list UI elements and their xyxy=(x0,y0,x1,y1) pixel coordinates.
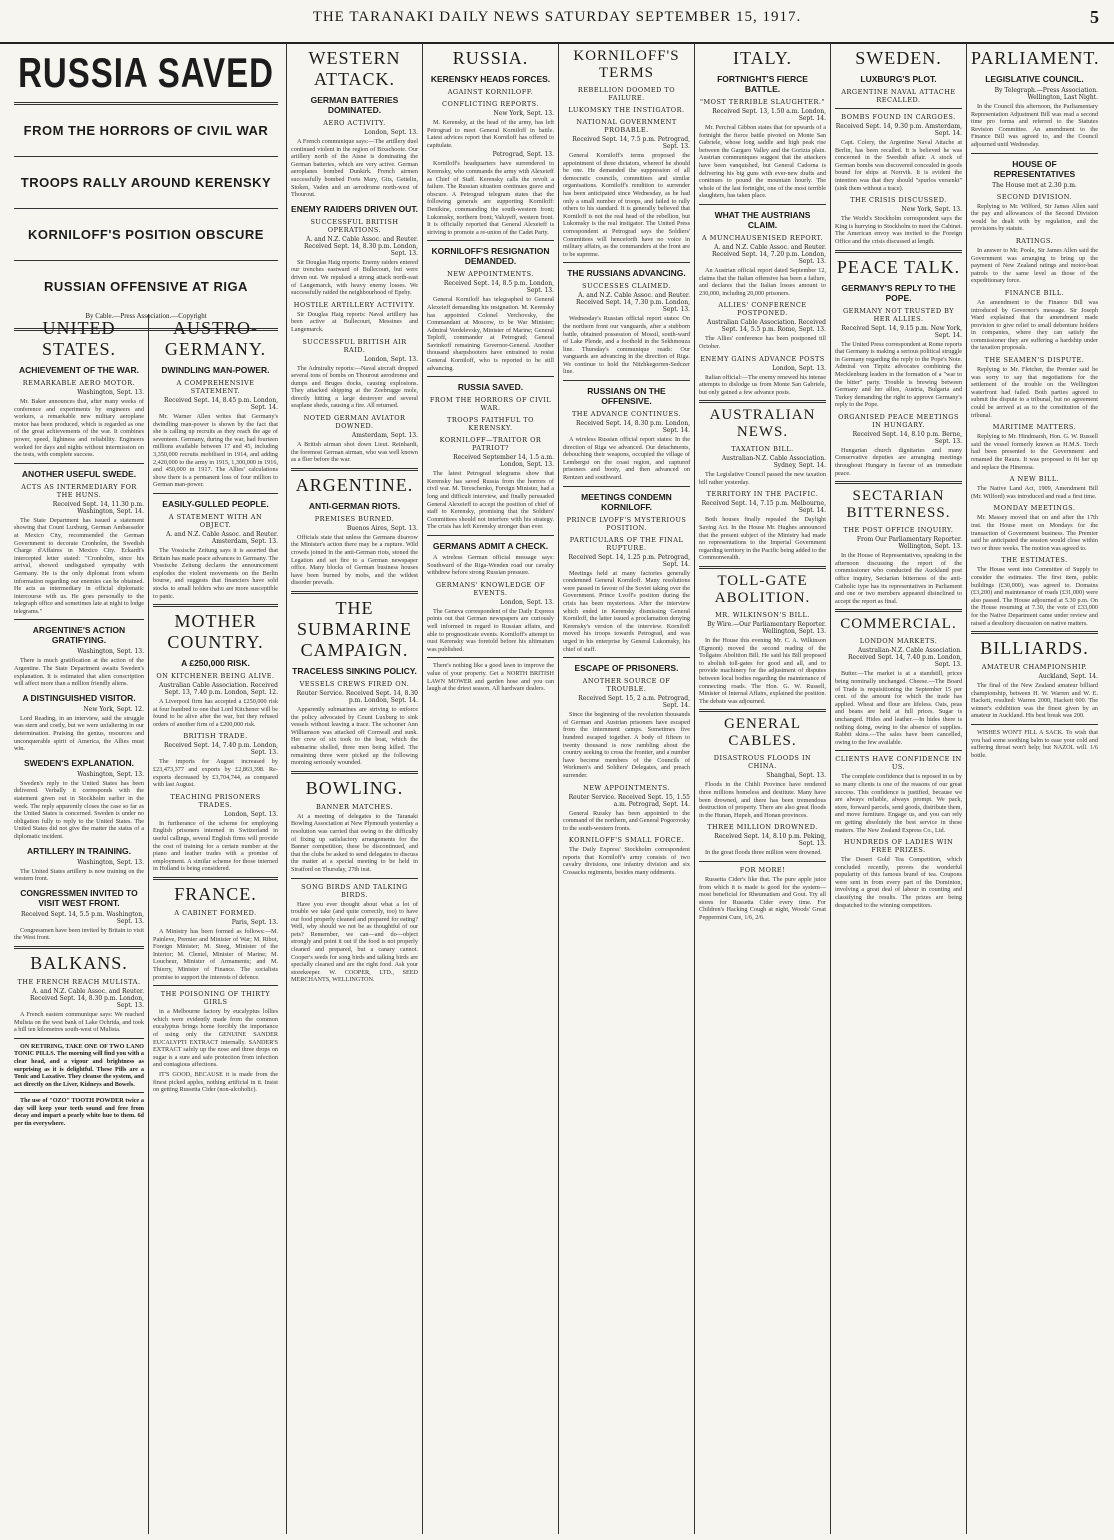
article-headline: RUSSIA SAVED. xyxy=(457,382,524,393)
divider xyxy=(14,619,144,620)
masthead-title: THE TARANAKI DAILY NEWS SATURDAY SEPTEMBER 15, 1917. xyxy=(312,9,802,25)
dateline: By Wire.—Our Parliamentary Reporter. Wellington, Sept. 13. xyxy=(707,621,826,636)
divider xyxy=(699,861,826,862)
subheading: AERO ACTIVITY. xyxy=(323,119,386,127)
section-heading: AUSTRALIAN NEWS. xyxy=(709,407,816,441)
section-heading: FRANCE. xyxy=(174,884,257,904)
advert-text: WISHES WON'T FILL A SACK. To wish that you had some soothing balm to ease your cold and suffering throat won't help; but NAZOL will. 1/6 bottle. xyxy=(971,729,1098,759)
subheading: HUNDREDS OF LADIES WIN FREE PRIZES. xyxy=(843,838,954,855)
subheading: PREMISES BURNED. xyxy=(314,514,395,523)
article-text: The United Press correspondent at Rome reports that Germany is making a serious political struggle in Germany regarding the reply to the Pope's Note. Admiral von Tirpitz advocates combining the Mecklenburg leaders in the formation of a "war to the bitter" party. Trouble is brewing between Germany and her allies, Austria, Bulgaria and Turkey demanding the right to approve Germany's reply to the Pope. xyxy=(835,340,962,409)
article-text: The Admiralty reports:—Naval aircraft dropped several tons of bombs on Thourout aerodrome and dumps and Bruges docks, causing explosions. They attacked shipping at the Zeebrugge mole, directly hitting a large destroyer and several seaplane sheds, causing a fire. All returned. xyxy=(291,364,418,410)
subheading: REMARKABLE AERO MOTOR. xyxy=(22,379,136,387)
article-text: In furtherance of the scheme for employing English prisoners interned in Switzerland in useful callings, several English firms will provide the cost of training for a certain number at the piano and leather trades with a promise of employment. A similar scheme for those interned in Holland is being considered. xyxy=(153,819,278,873)
dateline: New York, Sept. 12. xyxy=(83,705,144,713)
article-text: A Ministry has been formed as follows:—M. Painleve, Premier and Minister of War; M. Ribot, Foreign Minister; M. Steeg, Minister of the Interior; M. Clentel, Minister of Marine; M. Loucheur, Minister of Armaments; and M. Thierry, Minister of Finance. The socialists promise to support the interests of defence. xyxy=(153,928,278,981)
article-text: Butter.—The market is at a standstill, prices being nominally unchanged. Cheese.—The Board of Trade is requisitioning the September 15 per cent. of the amount for which the trade has applied. Wheat and flour are lifeless. Oats, peas and beans are held at full prices. Sugar is unchanged. Hides and leather.—In hides there is nothing doing, owing to the absence of supplies. Rabbit skins.—The sales have been cancelled, owing to the few available. xyxy=(835,670,962,746)
article-text: Both houses finally repealed the Daylight Saving Act. In the House Mr. Hughes announced that the present subject of the Ministry had made no representations to the Imperial Government regarding territory in the Pacific being added to the Commonwealth. xyxy=(699,516,826,562)
subheading: THE ADVANCE CONTINUES. xyxy=(571,410,682,419)
divider xyxy=(699,709,826,712)
article-text: in a Melbourne factory by eucalyptus lollies which were evidently made from the common eucalyptus brings home forcibly the importance of using only the GENUINE SANDER EUCALYPTI EXTRACT internally. SANDER'S EXTRACT safely up the nose and three drops on sugar is a sure and safe protection from infection and contagious affections. xyxy=(153,1008,278,1069)
subheading: A MUNCHAUSENISED REPORT. xyxy=(702,233,823,242)
divider xyxy=(835,108,962,109)
subheading: REBELLION DOOMED TO FAILURE. xyxy=(577,86,676,102)
section-heading: BOWLING. xyxy=(305,777,404,798)
korniloff-terms-column xyxy=(558,44,694,1534)
article-text: Sir Douglas Haig reports: Naval artillery has been active at Bullecourt, Messines and Langemarck. xyxy=(291,310,418,333)
subheading: MARITIME MATTERS. xyxy=(992,423,1077,432)
divider xyxy=(14,1092,144,1093)
subheading: ON KITCHENER BEING ALIVE. xyxy=(156,672,275,681)
section-heading: ITALY. xyxy=(733,48,792,68)
subheading: KORNILOFF'S SMALL FORCE. xyxy=(568,836,685,845)
article-text: Since the beginning of the revolution thousands of German and Austrian prisoners have escaped from the internment camps. Sometimes five hundred escaped together. A body of fifteen to twenty thousand is now rambling about the country seeking to cross the frontier, and a number have become members of the Councils of Workmen's and Soldiers' Delegates, and preach surrender. xyxy=(563,711,690,779)
columns xyxy=(14,44,1102,1534)
article-text: Lord Reading, in an interview, said the struggle was stern and costly, but we were unfaltering in our determination. Praising the genius, resources and unconquerable spirit of America, the Allies must win. xyxy=(14,714,144,753)
byline: By Cable.—Press Association.—Copyright xyxy=(85,312,207,320)
dateline: Received Sept. 14, 7.5 p.m. Petrograd, Sept. 13. xyxy=(572,136,690,150)
dateline: Received Sept. 14, 9.15 p.m. New York, Sept. 14. xyxy=(841,324,962,339)
subheading: TEACHING PRISONERS TRADES. xyxy=(170,792,261,809)
article-text: The imports for August increased by £23,473,377 and exports by £2,863,398. Re-exports decreased by £3,704,744, as compared with last August. xyxy=(153,758,278,789)
subheading: MR. WILKINSON'S BILL. xyxy=(715,611,810,620)
subheading: THE CRISIS DISCUSSED. xyxy=(850,196,947,205)
article-text: Meetings held at many factories generally condemned General Korniloff. Many resolutions were passed in favour of the Soviet taking over the Government. Prince Lvoff's position during the crisis has been mysterious. After the interview which ended in Kerensky dismissing General Korniloff, the latter issued a proclamation denying Kerensky's version of the interview. Korniloff moved his troops towards Petrograd, and was urged in his enterprise by General Lukomsky, his chief of staff. xyxy=(563,569,690,653)
dateline: Received September 14, 1.5 a.m. London, Sept. 13. xyxy=(453,454,554,469)
dateline: A. and N.Z. Cable Assoc. and Reuter. Received Sept. 14, 8.30 p.m. London, Sept. 13. xyxy=(30,987,144,1009)
subheading: THREE MILLION DROWNED. xyxy=(707,823,818,832)
article-headline: MEETINGS CONDEMN KORNILOFF. xyxy=(581,491,672,512)
divider xyxy=(971,631,1098,634)
subheading: ARGENTINE NAVAL ATTACHE RECALLED. xyxy=(841,88,956,104)
article-headline: ACHIEVEMENT OF THE WAR. xyxy=(19,365,139,375)
dateline: Received Sept. 14, 7.40 p.m. London, Sept. 13. xyxy=(164,742,278,757)
divider xyxy=(563,380,690,381)
dateline: The House met at 2.30 p.m. xyxy=(992,181,1077,189)
section-heading: PEACE TALK. xyxy=(836,256,961,277)
subheading: VESSELS CREWS FIRED ON. xyxy=(299,680,410,688)
dateline: A. and N.Z. Cable Assoc. and Reuter. Received Sept. 14, 8.30 p.m. London, Sept. 13. xyxy=(304,235,418,257)
divider xyxy=(835,481,962,484)
dateline: Petrograd, Sept. 13. xyxy=(492,151,554,159)
article-headline: KORNILOFF'S RESIGNATION DEMANDED. xyxy=(431,246,550,267)
dateline: Australian-N.Z. Cable Association. Received Sept. 14, 7.40 p.m. London, Sept. 13. xyxy=(848,647,962,669)
article-headline: HOUSE OF REPRESENTATIVES xyxy=(993,158,1076,179)
article-text: Have you ever thought about what a lot of trouble we take (and quite correctly, too) to have our food properly cleaned and prepared for eating? Well, why should we not be as thoughtful of our pets? Remember, we can—and do—object strongly and point it out if the food is not properly cleaned and prepared, but a canary cannot. Cooper's seeds for song birds and talking birds are specially cleaned and are the right food. Ask your storekeeper. W. COOPER, LTD., SEED MERCHANTS, WELLINGTON. xyxy=(291,900,418,984)
divider xyxy=(563,486,690,487)
subheading: FROM THE HORRORS OF CIVIL WAR. xyxy=(429,396,552,413)
dateline: Australian-N.Z. Cable Association. Sydney, Sept. 14. xyxy=(721,455,826,470)
article-headline: ENEMY RAIDERS DRIVEN OUT. xyxy=(291,203,418,214)
dateline: London, Sept. 13. xyxy=(500,598,554,606)
subheading: BANNER MATCHES. xyxy=(315,802,394,811)
divider xyxy=(153,493,278,494)
divider xyxy=(14,260,278,261)
article-text: The Vossische Zeitung says it is asserted that Britain has made peace advances to Germany. The Vossische Zeitung declares the announcement explodes the violent movements on the Berlin bourse, and suggests that financiers have sold stocks to small holders who are more susceptible to panic. xyxy=(153,546,278,600)
dateline: Auckland, Sept. 14. xyxy=(1038,673,1098,681)
article-text: Wednesday's Russian official report states: On the northern front our vanguards, after a stubborn battle, obtained possession of Mossil, south-ward of Lake Plende, and a foothold in the Sekhmouza line. Thursday's communique reads: Our vanguards are advancing in the direction of Riga. We continue to hold the Nitzhkegorren-Sedczer line. xyxy=(563,315,690,376)
divider xyxy=(153,604,278,607)
section-heading: GENERAL CABLES. xyxy=(724,716,801,750)
divider xyxy=(14,463,144,464)
subheading: MONDAY MEETINGS. xyxy=(993,504,1076,513)
article-text: A British airman shot down Lieut. Reinhardt, the foremost German airman, who was well known as a flier before the war. xyxy=(291,441,418,464)
western-attack-column xyxy=(286,44,422,1534)
subheading: GERMANS' KNOWLEDGE OF EVENTS. xyxy=(435,580,546,597)
article-headline: ARGENTINE'S ACTION GRATIFYING. xyxy=(32,625,126,646)
dateline: New York, Sept. 13. xyxy=(493,110,554,117)
advert-text: Russetta Cider's like that. The pure apple juice from which it is made is good for the system—most beneficial for Rheumatism and Gout. Try all stores for Russetta Cider every time. For Children's Hacking Cough at night, Woods' Great Peppermint Cure, 1/6, 2/6. xyxy=(699,875,826,921)
subheading: NOTED GERMAN AVIATOR DOWNED. xyxy=(303,414,406,431)
article-headline: ANTI-GERMAN RIOTS. xyxy=(308,500,401,511)
article-headline: FORTNIGHT'S FIERCE BATTLE. xyxy=(717,74,808,94)
subheading: DISASTROUS FLOODS IN CHINA. xyxy=(713,754,812,771)
article-text: A French communique says:—The artillery duel continued violent in the region of Bixschoote. Our artillery north of the Aisne is dominating the German batteries, which are very active. German aeroplanes bombed Dunkirk. French airmen successfully bombed Forts Mary, Gits, Geitelin, Stoken, Vaden and an aerodrome north-west of Thourout. xyxy=(291,138,418,199)
article-text: A Liverpool firm has accepted a £250,000 risk at four hundred to one that Lord Kitchener will be found to be alive after the war, but they refused orders of another firm of a £200,000 risk. xyxy=(153,698,278,728)
subheading: TAXATION BILL. xyxy=(731,445,794,454)
divider xyxy=(835,750,962,751)
subheading: THE POISONING OF THIRTY GIRLS xyxy=(160,990,271,1007)
article-headline: TRACELESS SINKING POLICY. xyxy=(292,666,417,676)
subheading: HOSTILE ARTILLERY ACTIVITY. xyxy=(293,300,416,309)
article-headline: RUSSIANS ON THE OFFENSIVE. xyxy=(587,386,666,407)
section-heading: BILLIARDS. xyxy=(980,638,1089,659)
advert-text: The use of "OZO" TOOTH POWDER twice a day will keep your teeth sound and free from decay and impart a pearly white hue to them. 6d per tin everywhere. xyxy=(14,1097,144,1128)
section-heading: MOTHER COUNTRY. xyxy=(167,611,264,653)
subheading: FOR MORE! xyxy=(739,865,786,874)
divider xyxy=(14,102,278,105)
subheading: SUCCESSES CLAIMED. xyxy=(582,282,671,291)
article-headline: LUXBURG'S PLOT. xyxy=(860,74,937,84)
front-deck: RUSSIAN OFFENSIVE AT RIGA xyxy=(44,279,248,294)
dateline: London, Sept. 13. xyxy=(364,129,418,136)
article-text: M. Kerensky, at the head of the army, has left Petrograd to meet General Korniloff in battle. Latest advices report that Korniloff has offered to capitulate. xyxy=(427,119,554,149)
subheading: AMATEUR CHAMPIONSHIP. xyxy=(981,663,1088,672)
dateline: Paris, Sept. 13. xyxy=(231,919,278,926)
section-heading: SWEDEN. xyxy=(855,48,942,68)
dateline: Shanghai, Sept. 13. xyxy=(766,772,826,780)
article-text: General Korniloff has telegraphed to General Alexeieff demanding his resignation. M. Kerensky has appointed Colonel Verchovsky, the Commandant at Moscow, to be War Minister; Admiral Verdelevsky, Minister of Marine; General Teploff, commander at Petrograd; General Savinkoff remaining Governor-General. Another thousand sharpshooters have entrained to resist General Korniloff, who is reported to be still advancing. xyxy=(427,296,554,372)
divider xyxy=(291,878,418,879)
divider xyxy=(563,262,690,263)
article-text: In the great floods three million were drowned. xyxy=(705,849,822,857)
article-text: Mr. Percival Gibbon states that for upwards of a fortnight the fierce battle pivoted on Monte San Gabriele, whose long saddle and high peak rise between the Gargaro Valley and the Gorizia plain. Austrian communiques suggest that the attackers have been vanquished, but General Cadorna is delivering his big guns with ever-new drafts and continues to pound the mountain hourly. The whole of the last fortnight, one of the most terrible slaughters, has taken place. xyxy=(699,124,826,200)
article-text: General Russky has been appointed to the command of the northern, and General Pogorovsky to the south-western fronts. xyxy=(563,809,690,832)
article-text: Mr. Baker announces that, after many weeks of conference and experiments by engineers and workers, a remarkable new military aeroplane motor has been produced, which is regarded as one of the great achievements of the war. It combines power, speed, lightness and reliability. Engineers worked for days and nights without intermission on the tests, with complete success. xyxy=(14,398,144,459)
article-text: In the Council this afternoon, the Parliamentary Representation Adjustment Bill was read a second time pro forma and referred to the Statutes Revision Committee. An amendment to the Finance Bill was agreed to, and the Council adjourned until Wednesday. xyxy=(971,103,1098,148)
article-headline: KERENSKY HEADS FORCES. xyxy=(430,74,551,84)
divider xyxy=(427,240,554,241)
subheading: ANOTHER SOURCE OF TROUBLE. xyxy=(582,677,671,694)
subheading: SONG BIRDS AND TALKING BIRDS. xyxy=(301,882,408,899)
article-text: A wireless German official message says: Southward of the Riga-Wenden road our cavalry withdrew before strong Russian pressure. xyxy=(427,554,554,577)
article-text: Apparently submarines are striving to enforce the policy advocated by Count Luxburg to sink vessels without leaving a trace. The schooner Ann Williamson was attacked off Cornwall and sunk. Her crew of six took to the boat, which the submarine shelled, three men being killed. The remaining three were picked up the following morning seriously wounded. xyxy=(291,706,418,767)
article-text: Mr. Massey moved that on and after the 17th inst. the House meet on Mondays for the transaction of Government business. The Premier said he anticipated the session would close within two or three weeks. The motion was agreed to. xyxy=(971,514,1098,552)
divider xyxy=(563,657,690,658)
section-heading: COMMERCIAL. xyxy=(840,616,957,633)
article-text: Italian official:—The enemy renewed his intense attempts to dislodge us from Monte San Gabriele, but only gained a few advance posts. xyxy=(699,373,827,396)
dateline: Received Sept. 14, 8.45 p.m. London, Sept. 14. xyxy=(164,397,278,411)
sweden-column xyxy=(830,44,966,1534)
subheading: TROOPS FAITHFUL TO KERENSKY. xyxy=(446,416,535,433)
article-headline: LEGISLATIVE COUNCIL. xyxy=(985,74,1084,84)
divider xyxy=(971,153,1098,154)
dateline: Reuter Service. Received Sept. 15, 1.55 a.m. Petrograd, Sept. 14. xyxy=(568,793,690,808)
austro-germany-column xyxy=(148,314,278,1534)
dateline: From Our Parliamentary Reporter. Wellington, Sept. 13. xyxy=(856,536,962,551)
subheading: ORGANISED PEACE MEETINGS IN HUNGARY. xyxy=(838,412,959,429)
divider xyxy=(291,468,418,471)
subheading: ENEMY GAINS ADVANCE POSTS xyxy=(700,354,825,363)
divider xyxy=(14,208,278,209)
section-heading: ARGENTINE. xyxy=(295,474,414,495)
advert-text: There's nothing like a good lawn to improve the value of your property. Get a NORTH BRITISH LAWN MOWER and garden hose and you can laugh at the driest season. All hardware dealers. xyxy=(427,662,554,693)
article-text: Sweden's reply to the United States has been delivered. Verbally it corresponds with the statement given out in Stockholm earlier in the week. The reply apparently closes the case so far as the United States is concerned. Sweden is under no obligation fully to reply to the United States. The United States did not give the matter the status of a diplomatic incident. xyxy=(14,779,144,840)
article-headline: THE RUSSIANS ADVANCING. xyxy=(567,268,686,279)
section-heading: THE SUBMARINE CAMPAIGN. xyxy=(296,598,412,660)
section-heading: PARLIAMENT. xyxy=(971,48,1100,68)
article-text: Floods in the Chihli Province have rendered three millions homeless and destitute. Many have been drowned, and there has been tremendous destruction of property. There are also great floods in the Hunan, Hupeh, and Honan provinces. xyxy=(699,781,826,819)
subheading: LUKOMSKY THE INSTIGATOR. xyxy=(568,106,685,114)
dateline: Received Sept. 14, 8.5 p.m. London, Sept. 13. xyxy=(443,280,554,295)
subheading: PRINCE LVOFF'S MYSTERIOUS POSITION. xyxy=(566,515,687,532)
front-column xyxy=(14,44,282,1534)
article-headline: DWINDLING MAN-POWER. xyxy=(161,365,270,375)
section-heading: TOLL-GATE ABOLITION. xyxy=(714,573,811,607)
dateline: Buenos Aires, Sept. 13. xyxy=(346,524,418,532)
article-text: IT'S GOOD, BECAUSE it is made from the finest picked apples, nothing artificial in it. Insist on getting Russetta Cider (non-alcoholic). xyxy=(153,1070,278,1094)
subheading: GERMANY NOT TRUSTED BY HER ALLIES. xyxy=(842,306,955,323)
section-heading: UNITED STATES. xyxy=(41,318,117,359)
subheading: FINANCE BILL. xyxy=(1004,288,1065,297)
dateline: Australian Cable Association. Received Sept. 14, 5.5 p.m. Rome, Sept. 13. xyxy=(707,319,826,334)
dateline: London, Sept. 13. xyxy=(772,364,826,372)
dateline: London, Sept. 13. xyxy=(364,355,418,363)
article-headline: ESCAPE OF PRISONERS. xyxy=(574,663,679,674)
subheading: NEW APPOINTMENTS. xyxy=(583,783,670,792)
article-text: The latest Petrograd telegrams show that Kerensky has saved Russia from the horrors of civil war. M. Tereschenko, Foreign Minister, had a long and difficult interview, and finally persuaded General Alexeieff to accept the position of chief of staff to Kerensky, promising that the Soldiers' Committees should not interfere with his strategy. The crisis has left Kerensky stronger than ever. xyxy=(427,470,554,531)
article-text: The Allies' conference has been postponed till October. xyxy=(699,335,826,350)
dateline: Washington, Sept. 13. xyxy=(77,389,144,396)
italy-column xyxy=(694,44,830,1534)
article-headline: ARTILLERY IN TRAINING. xyxy=(27,845,131,856)
article-text: The Geneva correspondent of the Daily Express points out that German newspapers are curiously well informed in regard to Russian affairs, and able to prognosticate events. Korniloff's attempt to oust Kerensky was foretold before his ultimatum was published. xyxy=(427,607,554,653)
subheading: SUCCESSFUL BRITISH OPERATIONS. xyxy=(310,217,399,234)
dateline: Received Sept. 14, 11.30 p.m. Washington, Sept. 14. xyxy=(52,500,144,515)
article-text: Capt. Colery, the Argentine Naval Attache at Berlin, has been recalled. It is believed he was concerned in the Swedish affair. A stock of German bombs was discovered concealed in goods bound for ships at Norrvik. It is evident the intention was that they should "spurlos versenkt" (sink them without a trace). xyxy=(835,139,962,192)
article-headline: GERMAN BATTERIES DOMINATED. xyxy=(310,95,399,115)
subheading: LONDON MARKETS. xyxy=(859,637,938,646)
article-text: A wireless Russian official report states: In the direction of Riga we advanced. Our detachments, debouching their weapons, occupied the village of Lembergsi on the coast region, and captured prisoners and booty, and then advanced on Rentzen and southward. xyxy=(563,436,690,482)
subheading: NATIONAL GOVERNMENT PROBABLE. xyxy=(576,118,677,134)
section-heading: AUSTRO-GERMANY. xyxy=(164,318,267,359)
divider xyxy=(291,771,418,774)
subheading: RATINGS. xyxy=(1015,236,1054,245)
article-text: The Native Land Act, 1909, Amendment Bill (Mr. Wilford) was introduced and read a first time. xyxy=(971,485,1098,500)
article-headline: SWEDEN'S EXPLANATION. xyxy=(23,757,134,768)
section-heading: KORNILOFF'S TERMS xyxy=(573,48,680,81)
page-number: 5 xyxy=(1090,7,1100,27)
dateline: Washington, Sept. 13. xyxy=(77,858,144,866)
article-text: At a meeting of delegates to the Taranaki Bowling Association at New Plymouth yesterday a resolution was carried that owing to the difficulty of fixing up satisfactory arrangements for the Banner competition, these be discontinued, and that the clubs be asked to send delegates to discuss the matter at a special meeting to be held in Stratford on Thursday, 27th inst. xyxy=(291,812,418,873)
parliament-column xyxy=(966,44,1102,1534)
dateline: London, Sept. 13. xyxy=(224,810,278,818)
advertisement xyxy=(14,1043,144,1128)
section-heading: SECTARIAN BITTERNESS. xyxy=(846,488,951,522)
subheading: BRITISH TRADE. xyxy=(183,732,248,741)
subheading: KORNILOFF—TRAITOR OR PATRIOT? xyxy=(439,436,542,453)
divider xyxy=(699,204,826,205)
divider xyxy=(427,657,554,658)
divider xyxy=(971,724,1098,725)
subheading: CONFLICTING REPORTS. xyxy=(442,100,539,108)
article-text: Sir Douglas Haig reports: Enemy raiders entered our trenches eastward of Bullecourt, but were driven out. We repulsed a strong attack north-east of Langemarck, with heavy enemy losses. We successfully raided the neighbourhood of Epehy. xyxy=(291,258,418,297)
dateline: Received Sept. 14, 8.30 p.m. London, Sept. 14. xyxy=(576,420,690,435)
article-text: The Daily Express' Stockholm correspondent reports that Korniloff's army consists of two cavalry divisions, one infantry division and six Cossacks regiments, besides many oddments. xyxy=(563,846,690,877)
article-text: In the House of Representatives, speaking in the afternoon discussing the report of the commissioner who conducted the Auckland post office inquiry, Sectarian bitterness of the anti-Catholic type has its representatives in Parliament and one or two members appeared disinclined to accept the report as final. xyxy=(835,552,962,605)
section-heading: BALKANS. xyxy=(30,952,128,973)
divider xyxy=(427,535,554,536)
dateline: Received Sept. 14, 7.15 p.m. Melbourne, Sept. 14. xyxy=(701,500,826,515)
article-text: A French eastern communique says: We reached Mulista on the west bank of Lake Ochrida, and took a hill ten kilometres south-west of Mulista. xyxy=(14,1010,144,1034)
article-headline: GERMANY'S REPLY TO THE POPE. xyxy=(841,282,956,303)
article-text: The House went into Committee of Supply to consider the estimates. The first item, public buildings (£30,000), was agreed to. Domains (£3,200) and maintenance of roads (£31,000) were also passed. The House adjourned at 5.30 p.m. On the House resuming at 7.30, the vote of £33,000 for the Native Department came under review and raised a desultory discussion on native matters. xyxy=(971,566,1098,627)
divider xyxy=(291,591,418,594)
dateline: New York, Sept. 13. xyxy=(901,206,962,214)
dateline: Received Sept. 13, 1.50 a.m. London, Sept. 14. xyxy=(712,108,826,122)
subheading: ALLIES' CONFERENCE POSTPONED. xyxy=(718,301,807,318)
article-text: The State Department has issued a statement showing that Count Luxburg, German Ambassador at Mexico City, recommended the German Government to decorate Cronholm, the Swedish Charge d'Affaires in Mexico City. Eckardt's intercepted letter stated: "Cronholm, since his arrival, showed undisguised sympathy with Germany. He is the only diplomat from whom information regarding our enemies can be obtained. He acts as intermediary in official diplomatic intercourse with us. He goes personally to the telegraph office and sometimes late at night to lodge telegrams." xyxy=(14,516,144,615)
section-heading: WESTERN ATTACK. xyxy=(308,48,401,89)
divider xyxy=(14,946,144,949)
dateline: Received Sept. 14, 1.25 p.m. Petrograd, Sept. 14. xyxy=(568,553,690,568)
article-text: Replying to Mr. Wilford, Sir James Allen said the pay and allowances of the Second Division would be dealt with by regulation, and the provisions by statute. xyxy=(971,202,1098,233)
russia-column xyxy=(422,44,558,1534)
article-text: General Korniloff's terms proposed the appointment of three dictators, whereof he should be one. He demanded the suppression of all democratic councils, committees and similar organisations. Korniloff's rendition to surrender has been anticipated since Wednesday, as he had only a small number of troops, and failed to rally others to his standard. It is generally believed that Korniloff is not the real head of the rebellion, but Lukomsky is the real instigator. The United Press correspondent at Petrograd says the Soldiers' Committees will henceforth have no voice in military affairs, as the commanders at the front are to be supreme. xyxy=(563,152,690,258)
front-deck: KORNILOFF'S POSITION OBSCURE xyxy=(28,227,264,242)
subheading: A CABINET FORMED. xyxy=(174,909,257,917)
divider xyxy=(427,376,554,377)
subheading: BOMBS FOUND IN CARGOES. xyxy=(841,113,956,121)
dateline: Australian Cable Association. Received Sept. 13, 7.40 p.m. London, Sept. 12. xyxy=(159,682,278,697)
article-text: Replying to Mr. Fletcher, the Premier said he was sorry to say that negotiations for the settlement of the trouble on the Wellington waterfront had failed. Both parties agreed to submit the dispute to a tribunal, but no agreement could be arrived at as to the constitution of the tribunal. xyxy=(971,366,1098,419)
front-deck: TROOPS RALLY AROUND KERENSKY xyxy=(20,175,272,190)
divider xyxy=(153,877,278,880)
article-headline: A DISTINGUISHED VISITOR. xyxy=(22,692,136,703)
divider xyxy=(14,1038,144,1039)
divider xyxy=(835,609,962,612)
advert-text: ON RETIRING, TAKE ONE OF TWO LANO TONIC PILLS. The morning will find you with a clear head, and a vigour and brightness as surprising as it is delightful. These Pills are a Tonic and Laxative. They cleanse the system, and act directly on the Liver, Kidneys and Bowels. xyxy=(14,1042,144,1088)
dateline: Received Sept. 15, 2 a.m. Petrograd, Sept. 14. xyxy=(578,695,690,710)
article-text: Officials state that unless the Germans disavow the Minister's action there may be a rupture. Wild crowds joined in the anti-German riots, stoned the Legation and set fire to a German newspaper office. Many blocks of German business houses have been burned by mobs, and the wildest disorder prevails. xyxy=(291,533,418,587)
article-text: Hungarian church dignitaries and many Conservative deputies are arranging meetings throughout Hungary in favour of an immediate peace. xyxy=(835,446,962,477)
dateline: A. and N.Z. Cable Assoc. and Reuter. Received Sept. 14, 7.20 p.m. London, Sept. 13. xyxy=(712,243,826,265)
subheading: AGAINST KORNILOFF. xyxy=(447,88,534,96)
article-text: Mr. Warner Allen writes that Germany's dwindling man-power is shown by the fact that she is calling up recruits as they reach the age of seventeen. Germany, during the war, had fourteen millions available between 17 and 45, including 3,350,000 recruits mobilised in 1914, and adding 2,420,000 to the army in 1915, 1,300,000 in 1916, and 450,000 in 1917. The Allies' calculations show there is a permanent loss of four million to German man-power. xyxy=(153,413,278,489)
divider xyxy=(699,400,826,403)
dateline: Received Sept. 14, 8.10 p.m. Peking, Sept. 13. xyxy=(714,833,826,848)
article-text: An amendment to the Finance Bill was introduced by Governor's message. Sir Joseph Ward explained that the amendment made provision to give relief to small debenture holders in companies, where they can satisfy the commissioner they are suffering a hardship under the taxation proposals. xyxy=(971,298,1098,352)
divider xyxy=(153,985,278,986)
article-text: There is much gratification at the action of the Argentine. The State Department awaits Sweden's explanation. It is estimated that alien conscription will affect more than a million friendly aliens. xyxy=(14,657,144,688)
subheading: THE FRENCH REACH MULISTA. xyxy=(17,977,141,986)
article-text: Replying to Mr. Hindmarsh, Hon. G. W. Russell said the vessel formerly known as H.M.S. Torch had been presented to the Government and renamed the Raura. It was proposed to fit her up and replace the Hinemoa. xyxy=(971,433,1098,471)
article-headline: GERMANS ADMIT A CHECK. xyxy=(432,541,549,551)
divider xyxy=(14,156,278,157)
dateline: Received Sept. 14, 8.10 p.m. Berne, Sept. 13. xyxy=(852,430,962,445)
front-headline: RUSSIA SAVED xyxy=(18,49,274,96)
advert-text: The Desert Gold Tea Competition, which concluded recently, proves the wonderful popularity of this famous brand of tea. Coupons were sent in from every part of the Dominion, involving a great deal of labour in counting and classifying the results. The prizes are being despatched to the winning competitors. xyxy=(835,856,962,909)
article-headline: EASILY-GULLED PEOPLE. xyxy=(162,498,269,509)
front-deck: FROM THE HORRORS OF CIVIL WAR xyxy=(23,123,269,138)
section-heading: RUSSIA. xyxy=(452,48,529,68)
subheading: THE POST OFFICE INQUIRY. xyxy=(843,526,954,535)
subheading: ACTS AS INTERMEDIARY FOR THE HUNS. xyxy=(21,482,137,499)
subheading: A STATEMENT WITH AN OBJECT. xyxy=(168,512,263,529)
divider xyxy=(835,250,962,253)
article-headline: CONGRESSMEN INVITED TO VISIT WEST FRONT. xyxy=(20,887,138,908)
dateline: Amsterdam, Sept. 13. xyxy=(351,432,418,440)
subheading: THE ESTIMATES. xyxy=(1001,556,1068,565)
subheading: A COMPREHENSIVE STATEMENT. xyxy=(176,379,255,395)
subheading: THE SEAMEN'S DISPUTE. xyxy=(984,356,1085,365)
article-text: In the House this evening Mr. C. A. Wilkinson (Egmont) moved the second reading of the Tollgates Abolition Bill. He said his Bill proposed to abolish toll-gates for good and all, and to provide machinery for the adjustment of disputes between local bodies regarding the maintenance of connecting roads. The Hon. G. W. Russell, Minister of Internal Affairs, explained the position. The debate was adjourned. xyxy=(699,637,826,705)
subheading: A NEW BILL. xyxy=(1009,475,1060,484)
article-text: The final of the New Zealand amateur billiard championship, between H. W. Warren and W. E. Hackett, resulted: Warren 2000, Hackett 600. The winner's exhibition was the finest given by an amateur in Auckland. His best break was 200. xyxy=(971,682,1098,720)
dateline: Received Sept. 14, 5.5 p.m. Washington, Sept. 13. xyxy=(20,910,144,925)
article-text: In answer to Mr. Poole, Sir James Allen said the Government was arranging to bring up the payment of New Zealand ratings and motor-boat patrols to the same level as those of the expeditionary force. xyxy=(971,246,1098,285)
subheading: "MOST TERRIBLE SLAUGHTER." xyxy=(699,98,825,106)
subheading: PARTICULARS OF THE FINAL RUPTURE. xyxy=(569,535,684,552)
dateline: By Telegraph.—Press Association. Wellington, Last Night. xyxy=(994,87,1098,101)
dateline: A. and N.Z. Cable Assoc. and Reuter. Received Sept. 14, 7.30 p.m. London, Sept. 13. xyxy=(576,292,690,314)
divider xyxy=(699,566,826,569)
article-text: Congressmen have been invited by Britain to visit the West front. xyxy=(14,926,144,942)
article-text: An Austrian official report dated September 12, claims that the Italian offensive has been a failure, and declares that the Italian losses amount to 230,000, including 20,000 prisoners. xyxy=(699,266,826,297)
dateline: Reuter Service. Received Sept. 14, 8.30 p.m. London, Sept. 14. xyxy=(296,690,418,704)
masthead xyxy=(0,0,1114,44)
united-states-column xyxy=(14,314,144,1534)
dateline: Washington, Sept. 13. xyxy=(77,770,144,778)
subheading: SECOND DIVISION. xyxy=(996,192,1073,201)
dateline: Received Sept. 14, 9.30 p.m. Amsterdam, Sept. 14. xyxy=(835,123,962,137)
article-text: The Legislative Council passed the new taxation bill rather yesterday. xyxy=(699,471,826,486)
dateline: A. and N.Z. Cable Assoc. and Reuter. Amsterdam, Sept. 13. xyxy=(166,530,278,545)
article-headline: WHAT THE AUSTRIANS CLAIM. xyxy=(714,209,811,230)
subheading: NEW APPOINTMENTS. xyxy=(447,270,534,279)
article-headline: ANOTHER USEFUL SWEDE. xyxy=(21,468,137,479)
subheading: SUCCESSFUL BRITISH AIR RAID. xyxy=(302,337,407,354)
article-text: The World's Stockholm correspondent says the King is hurrying to Stockholm to meet the Cabinet. The American envoy was invited to the Foreign Office and the crisis discussed at length. xyxy=(835,215,963,245)
subheading: TERRITORY IN THE PACIFIC. xyxy=(706,490,819,499)
advert-text: The complete confidence that is reposed in us by so many clients is one of the reasons of our great success. This confidence is justified, because we are always reliable, always prompt. We pack, store, forward parcels, send goods, distribute them, and move furniture. Engage us, and you can rely on getting absolutely the best service in these matters. The New Zealand Express Co., Ltd. xyxy=(835,773,962,834)
article-headline: A £250,000 RISK. xyxy=(181,658,250,669)
article-text: The United States artillery is now training on the western front. xyxy=(14,867,144,883)
subheading: CLIENTS HAVE CONFIDENCE IN US. xyxy=(835,755,962,772)
article-text: Korniloff's headquarters have surrendered to Kerensky, who commands the army with Alexeieff as Chief of Staff. Kerensky calls the revolt a failure. The Russian situation continues grave and obscure. A Petrograd telegram states that the following generals are supporting Korniloff: Denikine, commanding the south-western front; Lukomsky, northern front; Valuyeff, western front. It is officially reported that General Alexeieff is striving to promote a re-union of the Cadet Party. xyxy=(427,160,554,236)
dateline: Washington, Sept. 13. xyxy=(77,648,144,656)
